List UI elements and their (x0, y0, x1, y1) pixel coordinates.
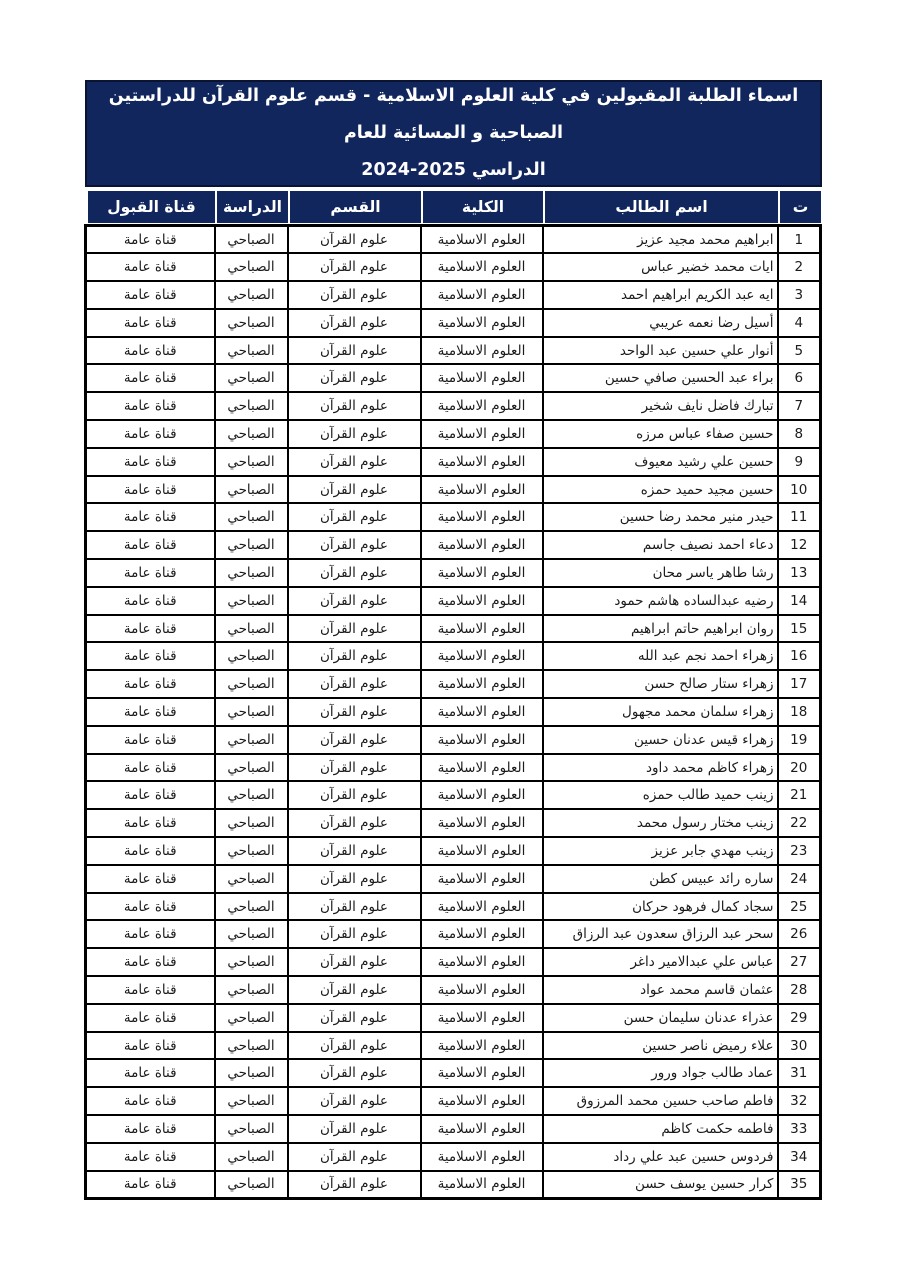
table-row (86, 781, 821, 809)
admission-channel-cell: قناة عامة (86, 1143, 215, 1171)
department-cell: علوم القرآن (288, 559, 421, 587)
admission-channel-cell: قناة عامة (86, 809, 215, 837)
document-title-block (85, 80, 822, 187)
department-cell: علوم القرآن (288, 948, 421, 976)
admission-channel-cell: قناة عامة (86, 392, 215, 420)
college-cell: العلوم الاسلامية (421, 392, 543, 420)
table-row (86, 503, 821, 531)
college-cell: العلوم الاسلامية (421, 476, 543, 504)
row-number-cell: 27 (778, 948, 821, 976)
study-cell: الصباحي (215, 698, 288, 726)
study-cell: الصباحي (215, 809, 288, 837)
table-row (86, 670, 821, 698)
admission-channel-cell: قناة عامة (86, 698, 215, 726)
student-name-cell: فاطم صاحب حسين محمد المرزوق (543, 1087, 778, 1115)
college-cell: العلوم الاسلامية (421, 1004, 543, 1032)
row-number-cell: 7 (778, 392, 821, 420)
study-cell: الصباحي (215, 448, 288, 476)
student-name-cell: زينب مهدي جابر عزيز (543, 837, 778, 865)
column-header-admission-channel: قناة القبول (87, 190, 216, 224)
college-cell: العلوم الاسلامية (421, 1059, 543, 1087)
department-cell: علوم القرآن (288, 781, 421, 809)
admission-channel-cell: قناة عامة (86, 337, 215, 365)
table-row (86, 364, 821, 392)
row-number-cell: 5 (778, 337, 821, 365)
admission-channel-cell: قناة عامة (86, 531, 215, 559)
college-cell: العلوم الاسلامية (421, 1087, 543, 1115)
college-cell: العلوم الاسلامية (421, 698, 543, 726)
row-number-cell: 33 (778, 1115, 821, 1143)
department-cell: علوم القرآن (288, 1087, 421, 1115)
admission-channel-cell: قناة عامة (86, 1032, 215, 1060)
college-cell: العلوم الاسلامية (421, 531, 543, 559)
college-cell: العلوم الاسلامية (421, 226, 543, 254)
college-cell: العلوم الاسلامية (421, 281, 543, 309)
department-cell: علوم القرآن (288, 698, 421, 726)
department-cell: علوم القرآن (288, 1004, 421, 1032)
department-cell: علوم القرآن (288, 1032, 421, 1060)
college-cell: العلوم الاسلامية (421, 837, 543, 865)
department-cell: علوم القرآن (288, 976, 421, 1004)
student-name-cell: ايه عبد الكريم ابراهيم احمد (543, 281, 778, 309)
table-row (86, 337, 821, 365)
table-row (86, 920, 821, 948)
student-name-cell: أسيل رضا نعمه عريبي (543, 309, 778, 337)
student-name-cell: عماد طالب جواد ورور (543, 1059, 778, 1087)
table-row (86, 865, 821, 893)
admission-channel-cell: قناة عامة (86, 1087, 215, 1115)
study-cell: الصباحي (215, 309, 288, 337)
study-cell: الصباحي (215, 726, 288, 754)
table-row (86, 531, 821, 559)
study-cell: الصباحي (215, 364, 288, 392)
study-cell: الصباحي (215, 503, 288, 531)
student-table (84, 224, 822, 1200)
college-cell: العلوم الاسلامية (421, 1115, 543, 1143)
study-cell: الصباحي (215, 781, 288, 809)
row-number-cell: 17 (778, 670, 821, 698)
row-number-cell: 22 (778, 809, 821, 837)
student-name-cell: تبارك فاضل نايف شخير (543, 392, 778, 420)
college-cell: العلوم الاسلامية (421, 1143, 543, 1171)
college-cell: العلوم الاسلامية (421, 920, 543, 948)
student-name-cell: زهراء سلمان محمد مجهول (543, 698, 778, 726)
study-cell: الصباحي (215, 754, 288, 782)
study-cell: الصباحي (215, 1171, 288, 1199)
row-number-cell: 20 (778, 754, 821, 782)
study-cell: الصباحي (215, 1143, 288, 1171)
table-row (86, 253, 821, 281)
student-name-cell: كرار حسين يوسف حسن (543, 1171, 778, 1199)
table-row (86, 893, 821, 921)
college-cell: العلوم الاسلامية (421, 615, 543, 643)
department-cell: علوم القرآن (288, 1059, 421, 1087)
row-number-cell: 8 (778, 420, 821, 448)
row-number-cell: 1 (778, 226, 821, 254)
admission-channel-cell: قناة عامة (86, 920, 215, 948)
table-row (86, 976, 821, 1004)
department-cell: علوم القرآن (288, 420, 421, 448)
row-number-cell: 28 (778, 976, 821, 1004)
row-number-cell: 26 (778, 920, 821, 948)
college-cell: العلوم الاسلامية (421, 893, 543, 921)
study-cell: الصباحي (215, 1115, 288, 1143)
admission-channel-cell: قناة عامة (86, 615, 215, 643)
student-name-cell: علاء رميض ناصر حسين (543, 1032, 778, 1060)
admission-channel-cell: قناة عامة (86, 559, 215, 587)
study-cell: الصباحي (215, 226, 288, 254)
department-cell: علوم القرآن (288, 1171, 421, 1199)
student-name-cell: حسين مجيد حميد حمزه (543, 476, 778, 504)
study-cell: الصباحي (215, 531, 288, 559)
study-cell: الصباحي (215, 1032, 288, 1060)
table-row (86, 1143, 821, 1171)
table-row (86, 837, 821, 865)
table-row (86, 1059, 821, 1087)
admission-channel-cell: قناة عامة (86, 364, 215, 392)
study-cell: الصباحي (215, 920, 288, 948)
study-cell: الصباحي (215, 865, 288, 893)
college-cell: العلوم الاسلامية (421, 309, 543, 337)
table-row (86, 226, 821, 254)
table-row (86, 1004, 821, 1032)
department-cell: علوم القرآن (288, 392, 421, 420)
college-cell: العلوم الاسلامية (421, 337, 543, 365)
department-cell: علوم القرآن (288, 337, 421, 365)
college-cell: العلوم الاسلامية (421, 726, 543, 754)
column-header-department: القسم (289, 190, 422, 224)
college-cell: العلوم الاسلامية (421, 670, 543, 698)
student-name-cell: حسين علي رشيد معيوف (543, 448, 778, 476)
department-cell: علوم القرآن (288, 503, 421, 531)
admission-channel-cell: قناة عامة (86, 253, 215, 281)
table-row (86, 754, 821, 782)
admission-channel-cell: قناة عامة (86, 309, 215, 337)
row-number-cell: 29 (778, 1004, 821, 1032)
admission-channel-cell: قناة عامة (86, 893, 215, 921)
college-cell: العلوم الاسلامية (421, 948, 543, 976)
table-row (86, 1087, 821, 1115)
admission-channel-cell: قناة عامة (86, 754, 215, 782)
student-name-cell: ساره رائد عبيس كطن (543, 865, 778, 893)
student-name-cell: حسين صفاء عباس مرزه (543, 420, 778, 448)
admission-channel-cell: قناة عامة (86, 1059, 215, 1087)
student-name-cell: سجاد كمال فرهود حركان (543, 893, 778, 921)
department-cell: علوم القرآن (288, 809, 421, 837)
table-row (86, 1115, 821, 1143)
admission-channel-cell: قناة عامة (86, 837, 215, 865)
student-table-body (86, 226, 821, 1199)
college-cell: العلوم الاسلامية (421, 809, 543, 837)
student-name-cell: زهراء قيس عدنان حسين (543, 726, 778, 754)
study-cell: الصباحي (215, 615, 288, 643)
column-header-student-name: اسم الطالب (544, 190, 779, 224)
row-number-cell: 23 (778, 837, 821, 865)
row-number-cell: 21 (778, 781, 821, 809)
row-number-cell: 14 (778, 587, 821, 615)
row-number-cell: 2 (778, 253, 821, 281)
department-cell: علوم القرآن (288, 865, 421, 893)
admission-channel-cell: قناة عامة (86, 420, 215, 448)
student-name-cell: فاطمه حكمت كاظم (543, 1115, 778, 1143)
study-cell: الصباحي (215, 670, 288, 698)
student-name-cell: ابراهيم محمد مجيد عزيز (543, 226, 778, 254)
table-row (86, 615, 821, 643)
study-cell: الصباحي (215, 948, 288, 976)
column-header-college: الكلية (422, 190, 544, 224)
college-cell: العلوم الاسلامية (421, 1032, 543, 1060)
department-cell: علوم القرآن (288, 226, 421, 254)
student-name-cell: عثمان قاسم محمد عواد (543, 976, 778, 1004)
department-cell: علوم القرآن (288, 642, 421, 670)
department-cell: علوم القرآن (288, 309, 421, 337)
row-number-cell: 16 (778, 642, 821, 670)
table-row (86, 698, 821, 726)
study-cell: الصباحي (215, 1004, 288, 1032)
table-row (86, 420, 821, 448)
department-cell: علوم القرآن (288, 754, 421, 782)
study-cell: الصباحي (215, 893, 288, 921)
student-name-cell: براء عبد الحسين صافي حسين (543, 364, 778, 392)
college-cell: العلوم الاسلامية (421, 781, 543, 809)
study-cell: الصباحي (215, 559, 288, 587)
table-header-row (85, 190, 822, 224)
department-cell: علوم القرآن (288, 587, 421, 615)
document-title-line1: اسماء الطلبة المقبولين في كلية العلوم الاسلامية - قسم علوم القرآن للدراستين الصباحية و المسائية للعام (108, 86, 799, 143)
admission-channel-cell: قناة عامة (86, 642, 215, 670)
student-name-cell: فردوس حسين عبد علي رداد (543, 1143, 778, 1171)
row-number-cell: 25 (778, 893, 821, 921)
college-cell: العلوم الاسلامية (421, 503, 543, 531)
table-row (86, 559, 821, 587)
admission-channel-cell: قناة عامة (86, 670, 215, 698)
row-number-cell: 4 (778, 309, 821, 337)
department-cell: علوم القرآن (288, 920, 421, 948)
student-name-cell: عذراء عدنان سليمان حسن (543, 1004, 778, 1032)
study-cell: الصباحي (215, 476, 288, 504)
college-cell: العلوم الاسلامية (421, 448, 543, 476)
college-cell: العلوم الاسلامية (421, 587, 543, 615)
admission-channel-cell: قناة عامة (86, 587, 215, 615)
row-number-cell: 6 (778, 364, 821, 392)
admission-channel-cell: قناة عامة (86, 448, 215, 476)
row-number-cell: 30 (778, 1032, 821, 1060)
study-cell: الصباحي (215, 337, 288, 365)
department-cell: علوم القرآن (288, 476, 421, 504)
row-number-cell: 18 (778, 698, 821, 726)
row-number-cell: 13 (778, 559, 821, 587)
table-row (86, 642, 821, 670)
row-number-cell: 9 (778, 448, 821, 476)
student-name-cell: رشا طاهر ياسر محان (543, 559, 778, 587)
student-name-cell: عباس علي عبدالامير داغر (543, 948, 778, 976)
student-name-cell: زينب حميد طالب حمزه (543, 781, 778, 809)
student-name-cell: زهراء ستار صالح حسن (543, 670, 778, 698)
student-name-cell: روان ابراهيم حاتم ابراهيم (543, 615, 778, 643)
student-name-cell: زهراء كاظم محمد داود (543, 754, 778, 782)
admission-channel-cell: قناة عامة (86, 1171, 215, 1199)
admission-channel-cell: قناة عامة (86, 226, 215, 254)
row-number-cell: 19 (778, 726, 821, 754)
admission-channel-cell: قناة عامة (86, 976, 215, 1004)
table-row (86, 809, 821, 837)
study-cell: الصباحي (215, 642, 288, 670)
student-name-cell: رضيه عبدالساده هاشم حمود (543, 587, 778, 615)
college-cell: العلوم الاسلامية (421, 642, 543, 670)
student-name-cell: ايات محمد خضير عباس (543, 253, 778, 281)
table-row (86, 448, 821, 476)
department-cell: علوم القرآن (288, 364, 421, 392)
admission-channel-cell: قناة عامة (86, 1115, 215, 1143)
college-cell: العلوم الاسلامية (421, 976, 543, 1004)
department-cell: علوم القرآن (288, 615, 421, 643)
student-name-cell: سحر عبد الرزاق سعدون عبد الرزاق (543, 920, 778, 948)
admission-channel-cell: قناة عامة (86, 503, 215, 531)
department-cell: علوم القرآن (288, 448, 421, 476)
row-number-cell: 35 (778, 1171, 821, 1199)
admission-channel-cell: قناة عامة (86, 781, 215, 809)
study-cell: الصباحي (215, 837, 288, 865)
table-row (86, 392, 821, 420)
department-cell: علوم القرآن (288, 1143, 421, 1171)
admission-channel-cell: قناة عامة (86, 476, 215, 504)
row-number-cell: 15 (778, 615, 821, 643)
row-number-cell: 32 (778, 1087, 821, 1115)
row-number-cell: 12 (778, 531, 821, 559)
college-cell: العلوم الاسلامية (421, 364, 543, 392)
table-row (86, 309, 821, 337)
admission-channel-cell: قناة عامة (86, 948, 215, 976)
table-row (86, 726, 821, 754)
department-cell: علوم القرآن (288, 726, 421, 754)
student-name-cell: زهراء احمد نجم عبد الله (543, 642, 778, 670)
admission-channel-cell: قناة عامة (86, 281, 215, 309)
table-row (86, 1171, 821, 1199)
table-row (86, 587, 821, 615)
college-cell: العلوم الاسلامية (421, 559, 543, 587)
study-cell: الصباحي (215, 281, 288, 309)
department-cell: علوم القرآن (288, 670, 421, 698)
admission-channel-cell: قناة عامة (86, 726, 215, 754)
study-cell: الصباحي (215, 1087, 288, 1115)
table-row (86, 948, 821, 976)
document-page (85, 80, 822, 1200)
row-number-cell: 3 (778, 281, 821, 309)
admission-channel-cell: قناة عامة (86, 1004, 215, 1032)
department-cell: علوم القرآن (288, 893, 421, 921)
row-number-cell: 34 (778, 1143, 821, 1171)
study-cell: الصباحي (215, 253, 288, 281)
student-name-cell: دعاء احمد نصيف جاسم (543, 531, 778, 559)
row-number-cell: 11 (778, 503, 821, 531)
college-cell: العلوم الاسلامية (421, 1171, 543, 1199)
student-name-cell: حيدر منير محمد رضا حسين (543, 503, 778, 531)
department-cell: علوم القرآن (288, 531, 421, 559)
study-cell: الصباحي (215, 1059, 288, 1087)
college-cell: العلوم الاسلامية (421, 865, 543, 893)
study-cell: الصباحي (215, 392, 288, 420)
column-header-number: ت (779, 190, 822, 224)
table-row (86, 476, 821, 504)
row-number-cell: 10 (778, 476, 821, 504)
college-cell: العلوم الاسلامية (421, 420, 543, 448)
study-cell: الصباحي (215, 976, 288, 1004)
department-cell: علوم القرآن (288, 1115, 421, 1143)
department-cell: علوم القرآن (288, 253, 421, 281)
admission-channel-cell: قناة عامة (86, 865, 215, 893)
study-cell: الصباحي (215, 420, 288, 448)
document-title-line2: الدراسي 2025-2024 (361, 160, 546, 180)
table-row (86, 1032, 821, 1060)
student-name-cell: زينب مختار رسول محمد (543, 809, 778, 837)
row-number-cell: 31 (778, 1059, 821, 1087)
student-name-cell: أنوار علي حسين عبد الواحد (543, 337, 778, 365)
table-row (86, 281, 821, 309)
column-header-study: الدراسة (216, 190, 289, 224)
college-cell: العلوم الاسلامية (421, 754, 543, 782)
department-cell: علوم القرآن (288, 281, 421, 309)
study-cell: الصباحي (215, 587, 288, 615)
college-cell: العلوم الاسلامية (421, 253, 543, 281)
department-cell: علوم القرآن (288, 837, 421, 865)
row-number-cell: 24 (778, 865, 821, 893)
